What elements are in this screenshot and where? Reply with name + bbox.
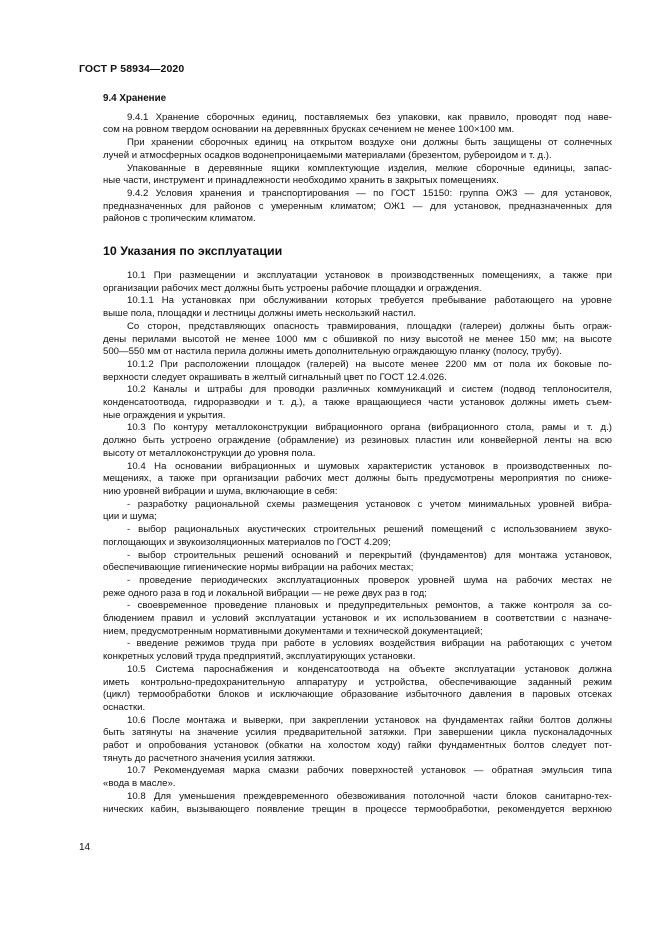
- paragraph: [79, 321, 612, 359]
- text-line: 9.4.2 Условия хранения и транспортирования — по ГОСТ 15150: группа ОЖ3 — для установок,: [127, 187, 612, 199]
- paragraph: [79, 550, 612, 575]
- text-line: - выбор строительных решений оснований и перекрытий (фундаментов) для монтажа установок,: [127, 549, 612, 561]
- document-header: ГОСТ Р 58934—2020: [79, 63, 185, 75]
- paragraph: [79, 638, 612, 663]
- text-line: - разработку рациональной схемы размещения установок с учетом минимальных уровней вибра-: [127, 498, 612, 510]
- text-line: быть затянуты на значение усилия предварительной затяжки. При завершении цикла пусконаладочных: [103, 727, 612, 739]
- section-9-4-heading: 9.4 Хранение: [103, 93, 167, 104]
- paragraph: [79, 524, 612, 549]
- text-line: 10.8 Для уменьшения преждевременного обезвоживания потолочной части блоков санитарно-тех-: [127, 790, 612, 802]
- text-line: ные ограждения и укрытия.: [103, 409, 226, 421]
- text-line: При хранении сборочных единиц на открытом воздухе они должны быть защищены от солнечных: [127, 137, 612, 149]
- text-line: поглощающих и звукоизоляционных материалов по ГОСТ 4.209;: [103, 536, 391, 548]
- text-line: лучей и атмосферных осадков водонепроницаемыми материалами (брезентом, рубероидом и т. д.).: [103, 149, 552, 161]
- paragraph: [79, 461, 612, 499]
- text-line: конкретных условий труда предприятий, эксплуатирующих установки.: [103, 651, 416, 663]
- text-line: работ и опробования установок (обкатки на холостом ходу) гайки фундаментных болтов следует пот-: [103, 740, 612, 752]
- text-line: - своевременное проведение плановых и предупредительных ремонтов, а также контроля за со-: [127, 600, 612, 612]
- text-line: мещениях, а также при организации рабочих мест должны быть предусмотрены мероприятия по сниже-: [103, 473, 612, 485]
- text-line: оснастки.: [103, 701, 146, 713]
- text-line: - введение режимов труда при работе в условиях воздействия вибрации на работающих с учетом: [127, 638, 612, 650]
- text-line: нию уровней вибрации и шума, включающие в себя:: [103, 485, 338, 497]
- text-line: высоту от металлоконструкции до уровня пола.: [103, 447, 316, 459]
- text-line: верхности следует окрашивать в желтый сигнальный цвет по ГОСТ 12.4.026.: [103, 371, 447, 383]
- text-line: сом на ровном твердом основании на деревянных брусках сечением не менее 100×100 мм.: [103, 124, 515, 136]
- text-line: должно быть устроено ограждение (обрамление) из резиновых пластин или конвейерной ленты на всю: [103, 435, 612, 447]
- text-line: 10.3 По контуру металлоконструкции вибрационного органа (вибрационного стола, рамы и т. д.): [127, 422, 612, 434]
- text-line: - проведение периодических эксплуатационных проверок уровней шума на рабочих местах не: [127, 574, 612, 586]
- text-line: иметь контрольно-предохранительную аппаратуру и устройства, обеспечивающие заданный режим: [103, 676, 612, 688]
- paragraph: [79, 715, 612, 766]
- document-body: [79, 93, 612, 816]
- text-line: Со сторон, представляющих опасность травмирования, площадки (галереи) должны быть ограж-: [127, 320, 612, 332]
- text-line: 10.1 При размещении и эксплуатации установок в производственных помещениях, а также при: [127, 270, 612, 282]
- text-line: 10.6 После монтажа и выверки, при закреплении установок на фундаментах гайки болтов должны: [127, 714, 612, 726]
- paragraph-outdoor-storage: [79, 137, 612, 162]
- text-line: 10.4 На основании вибрационных и шумовых характеристик установок в производственных по-: [127, 460, 612, 472]
- paragraph: [79, 765, 612, 790]
- paragraph-packed-parts: [79, 163, 612, 188]
- text-line: «вода в масле».: [103, 778, 176, 790]
- text-line: 9.4.1 Хранение сборочных единиц, поставляемых без упаковки, как правило, проводят под наве-: [127, 111, 612, 123]
- text-line: организации рабочих мест должны быть устроены рабочие площадки и ограждения.: [103, 282, 482, 294]
- text-line: 10.7 Рекомендуемая марка смазки рабочих поверхностей установок — обратная эмульсия типа: [127, 765, 612, 777]
- text-line: конденсатоотвода, гидроразводки и т. д.), а также вращающиеся части установок должны иметь съем-: [103, 397, 612, 409]
- text-line: ные части, инструмент и принадлежности необходимо хранить в закрытых помещениях.: [103, 175, 499, 187]
- paragraph-9-4-1: [79, 112, 612, 137]
- text-line: 10.1.1 На установках при обслуживании которых требуется пребывание работающего на уровне: [127, 295, 612, 307]
- text-line: нических кабин, вызывающего появление трещин в процессе термообработки, рекомендуется верхнюю: [103, 803, 612, 815]
- paragraph: [79, 270, 612, 295]
- text-line: блюдением правил и условий эксплуатации установок и их использованием в соответствии с назначе-: [103, 613, 612, 625]
- paragraph: [79, 359, 612, 384]
- text-line: нием, предусмотренным нормативными документами и технической документацией;: [103, 625, 483, 637]
- text-line: - выбор рациональных акустических строительных решений помещений с использованием звуко-: [127, 524, 612, 536]
- text-line: 500—550 мм от настила перила должны иметь дополнительную ограждающую планку (полосу, трубу).: [103, 346, 562, 358]
- page-number: 14: [79, 842, 91, 853]
- text-line: 10.5 Система пароснабжения и конденсатоотвода на объекте эксплуатации установок должна: [127, 663, 612, 675]
- text-line: 10.2 Каналы и штрабы для проводки различных коммуникаций и систем (подвод теплоносителя,: [127, 384, 612, 396]
- paragraph-9-4-2: [79, 188, 612, 226]
- text-line: 10.1.2 При расположении площадок (галерей) на высоте менее 2200 мм от пола их боковые по-: [127, 358, 612, 370]
- paragraph: [79, 384, 612, 422]
- paragraph: [79, 575, 612, 600]
- section-10-heading: 10 Указания по эксплуатации: [103, 244, 283, 259]
- text-line: дены перилами высотой не менее 1000 мм с обшивкой по низу высотой не менее 150 мм; на высоте: [103, 333, 612, 345]
- text-line: выше пола, площадки и лестницы должны иметь нескользкий настил.: [103, 308, 416, 320]
- text-line: обеспечивающие гигиенические нормы вибрации на рабочих местах;: [103, 562, 414, 574]
- text-line: (цикл) термообработки блоков и исключающие образование избыточного давления в паровых отсеках: [103, 689, 612, 701]
- paragraph: [79, 499, 612, 524]
- text-line: реже одного раза в год и локальной вибрации — не реже двух раз в год;: [103, 587, 427, 599]
- paragraph: [79, 295, 612, 320]
- section-10-body: [79, 270, 612, 816]
- text-line: ции и шума;: [103, 511, 157, 523]
- text-line: тянуть до расчетного значения усилия затяжки.: [103, 752, 316, 764]
- paragraph: [79, 600, 612, 638]
- paragraph: [79, 664, 612, 715]
- paragraph: [79, 791, 612, 816]
- paragraph: [79, 422, 612, 460]
- text-line: Упакованные в деревянные ящики комплектующие изделия, мелкие сборочные единицы, запас-: [127, 162, 612, 174]
- text-line: предназначенных для районов с умеренным климатом; ОЖ1 — для установок, предназначенных для: [103, 200, 612, 212]
- text-line: районов с тропическим климатом.: [103, 213, 256, 225]
